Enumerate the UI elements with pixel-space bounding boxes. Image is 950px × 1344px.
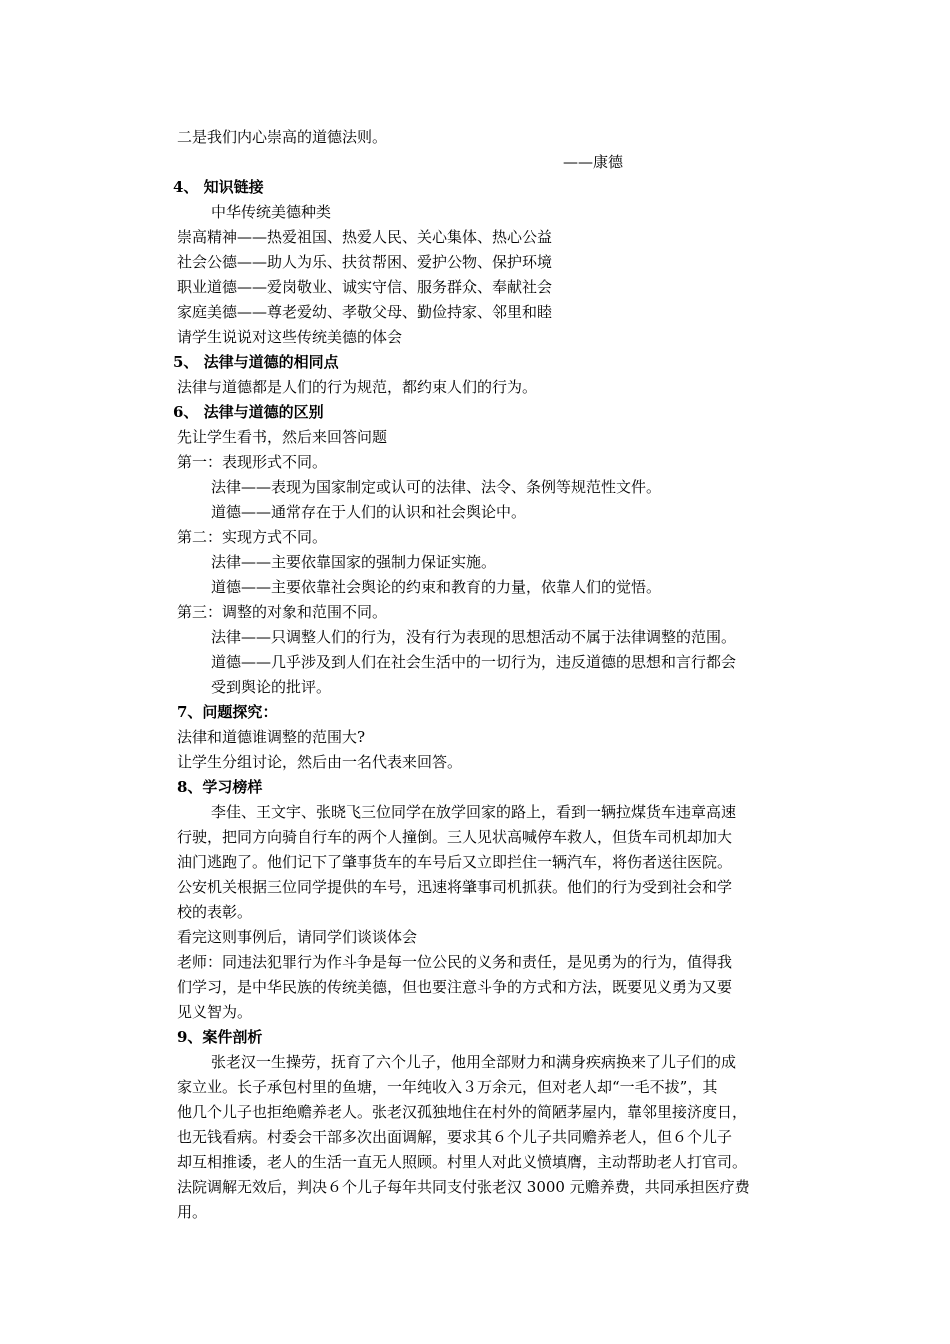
section-7-instruction: 让学生分组讨论，然后由一名代表来回答。	[177, 753, 463, 771]
intro-line: 二是我们内心崇高的道德法则。	[177, 128, 388, 146]
difference-moral-2: 道德——主要依靠社会舆论的约束和教育的力量，依靠人们的觉悟。	[211, 578, 662, 596]
virtue-item: 崇高精神——热爱祖国、热爱人民、关心集体、热心公益	[177, 228, 553, 246]
case-line: 家立业。长子承包村里的鱼塘，一年纯收入３万余元，但对老人却“一毛不拔”，其	[177, 1078, 718, 1096]
teacher-comment-line: 见义智为。	[177, 1003, 253, 1021]
section-4-subtitle: 中华传统美德种类	[211, 203, 332, 221]
story-prompt: 看完这则事例后，请同学们谈谈体会	[177, 928, 418, 946]
difference-point-1: 第一：表现形式不同。	[177, 453, 328, 471]
case-line: 张老汉一生操劳，抚育了六个儿子，他用全部财力和满身疾病换来了儿子们的成	[211, 1053, 737, 1071]
difference-point-2: 第二：实现方式不同。	[177, 528, 328, 546]
quote-attribution: ——康德	[563, 153, 624, 171]
case-line: 却互相推诿，老人的生活一直无人照顾。村里人对此义愤填膺，主动帮助老人打官司。	[177, 1153, 748, 1171]
case-line: 用。	[177, 1203, 208, 1221]
section-7-heading: 7、问题探究：	[177, 703, 278, 721]
difference-law-3: 法律——只调整人们的行为，没有行为表现的思想活动不属于法律调整的范围。	[211, 628, 737, 646]
section-5-text: 法律与道德都是人们的行为规范，都约束人们的行为。	[177, 378, 538, 396]
story-line: 校的表彰。	[177, 903, 253, 921]
story-line: 行驶，把同方向骑自行车的两个人撞倒。三人见状高喊停车救人，但货车司机却加大	[177, 828, 733, 846]
section-5-heading: 5、 法律与道德的相同点	[173, 353, 339, 371]
virtue-item: 家庭美德——尊老爱幼、孝敬父母、勤俭持家、邻里和睦	[177, 303, 553, 321]
story-line: 公安机关根据三位同学提供的车号，迅速将肇事司机抓获。他们的行为受到社会和学	[177, 878, 733, 896]
case-line: 也无钱看病。村委会干部多次出面调解，要求其６个儿子共同赡养老人，但６个儿子	[177, 1128, 733, 1146]
difference-law-2: 法律——主要依靠国家的强制力保证实施。	[211, 553, 497, 571]
virtue-item: 社会公德——助人为乐、扶贫帮困、爱护公物、保护环境	[177, 253, 553, 271]
difference-law-1: 法律——表现为国家制定或认可的法律、法令、条例等规范性文件。	[211, 478, 662, 496]
section-9-heading: 9、案件剖析	[177, 1028, 263, 1046]
difference-moral-3-cont: 受到舆论的批评。	[211, 678, 332, 696]
case-line: 他几个儿子也拒绝赡养老人。张老汉孤独地住在村外的简陋茅屋内，靠邻里接济度日，	[177, 1103, 748, 1121]
story-line: 油门逃跑了。他们记下了肇事货车的车号后又立即拦住一辆汽车，将伤者送往医院。	[177, 853, 733, 871]
section-6-heading: 6、 法律与道德的区别	[173, 403, 324, 421]
section-7-question: 法律和道德谁调整的范围大?	[177, 728, 366, 746]
section-6-intro: 先让学生看书，然后来回答问题	[177, 428, 388, 446]
virtue-item: 职业道德——爱岗敬业、诚实守信、服务群众、奉献社会	[177, 278, 553, 296]
virtue-prompt: 请学生说说对这些传统美德的体会	[177, 328, 403, 346]
section-4-heading: 4、 知识链接	[173, 178, 264, 196]
difference-moral-3: 道德——几乎涉及到人们在社会生活中的一切行为，违反道德的思想和言行都会	[211, 653, 737, 671]
teacher-comment-line: 老师：同违法犯罪行为作斗争是每一位公民的义务和责任，是见勇为的行为，值得我	[177, 953, 733, 971]
story-line: 李佳、王文宇、张晓飞三位同学在放学回家的路上，看到一辆拉煤货车违章高速	[211, 803, 737, 821]
section-8-heading: 8、学习榜样	[177, 778, 263, 796]
case-line: 法院调解无效后，判决６个儿子每年共同支付张老汉 3000 元赡养费，共同承担医疗费	[177, 1178, 750, 1196]
teacher-comment-line: 们学习，是中华民族的传统美德，但也要注意斗争的方式和方法，既要见义勇为又要	[177, 978, 733, 996]
difference-point-3: 第三：调整的对象和范围不同。	[177, 603, 388, 621]
difference-moral-1: 道德——通常存在于人们的认识和社会舆论中。	[211, 503, 527, 521]
